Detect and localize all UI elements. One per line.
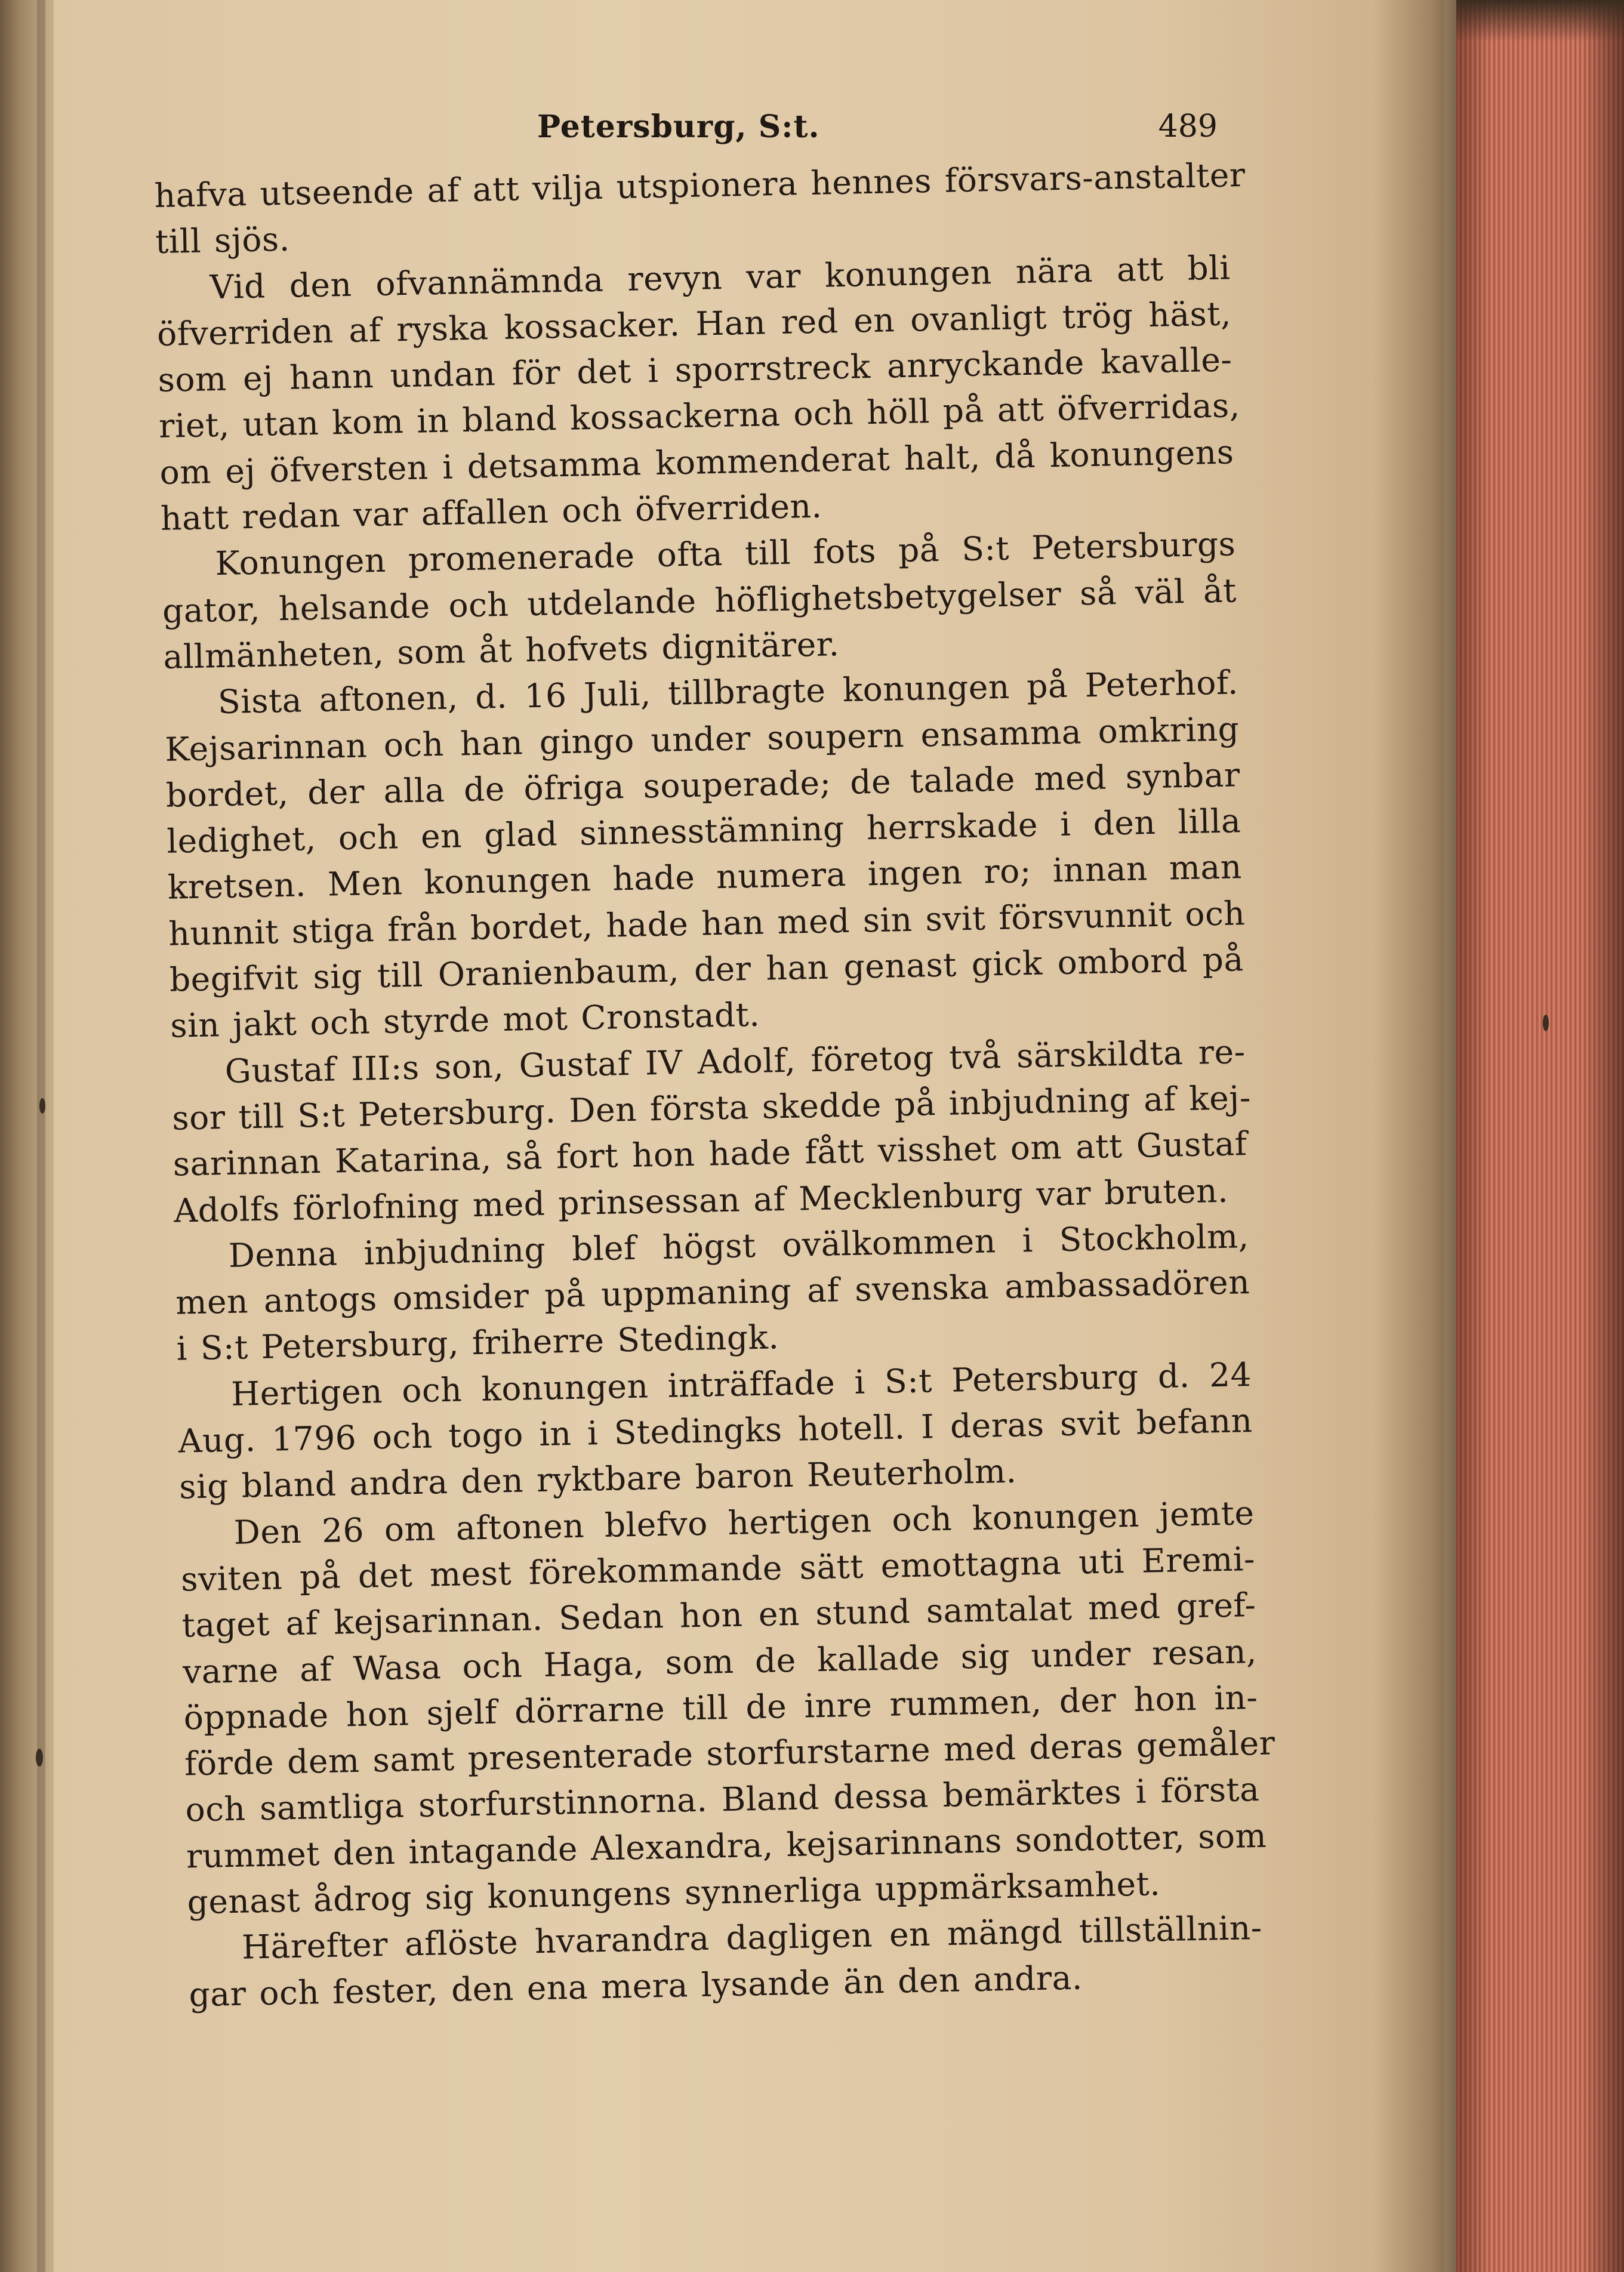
gutter-shadow — [1373, 0, 1456, 2272]
page-number: 489 — [1158, 109, 1218, 144]
text-line: taget af kejsarinnan. Sedan hon en stund samtalat med gref- — [181, 1586, 1257, 1645]
paragraph-start-line: Hertigen och konungen inträffade i S:t Petersburg d. 24 — [230, 1355, 1252, 1413]
paragraph-start-line: Konungen promenerade ofta till fots på S:t Petersburgs — [214, 525, 1236, 583]
text-line: rummet den intagande Alexandra, kejsarinnans sondotter, som — [186, 1816, 1267, 1876]
text-line: sarinnan Katarina, så fort hon hade fått visshet om att Gustaf — [172, 1124, 1248, 1183]
text-line: bordet, der alla de öfriga souperade; de talade med synbar — [165, 756, 1241, 815]
text-line: sin jakt och styrde mot Cronstadt. — [170, 995, 760, 1046]
text-line: genast ådrog sig konungens synnerliga uppmärksamhet. — [187, 1864, 1161, 1922]
ink-speck — [1543, 1015, 1549, 1031]
text-line: ledighet, och en glad sinnesstämning herrskade i den lilla — [166, 801, 1241, 861]
page-block-edges — [1456, 0, 1624, 2272]
text-line: till sjös. — [155, 220, 291, 261]
text-line: begifvit sig till Oranienbaum, der han genast gick ombord på — [169, 940, 1244, 999]
text-line: öfverriden af ryska kossacker. Han red en ovanligt trög häst, — [156, 294, 1232, 353]
ink-speck — [36, 1749, 43, 1767]
paragraph-start-line: Härefter aflöste hvarandra dagligen en mängd tillställnin- — [241, 1909, 1263, 1966]
ink-speck — [39, 1098, 45, 1114]
text-line: förde dem samt presenterade storfurstarne med deras gemåler — [184, 1724, 1276, 1783]
paragraph-start-line: Den 26 om aftonen blefvo hertigen och konungen jemte — [233, 1493, 1255, 1552]
text-line: allmänheten, som åt hofvets dignitärer. — [162, 625, 840, 676]
text-line: varne af Wasa och Haga, som de kallade sig under resan, — [182, 1632, 1258, 1691]
binding-fold — [37, 0, 45, 2272]
facing-page-edge — [0, 0, 54, 2272]
text-line: kretsen. Men konungen hade numera ingen ro; innan man — [167, 847, 1243, 907]
running-head-title: Petersburg, S:t. — [537, 109, 820, 145]
text-line: gator, helsande och utdelande höflighetsbetygelser så väl åt — [162, 571, 1237, 630]
text-line: som ej hann undan för det i sporrstreck anryckande kavalle- — [158, 340, 1232, 400]
paragraph-start-line: Sista aftonen, d. 16 Juli, tillbragte konungen på Peterhof. — [217, 663, 1239, 722]
body-text — [154, 152, 1276, 2023]
text-line: hafva utseende af att vilja utspionera hennes försvars-anstalter — [154, 155, 1246, 215]
text-line: om ej öfversten i detsamma kommenderat halt, då konungens — [159, 433, 1234, 492]
page-block-top-shadow — [1456, 0, 1624, 42]
text-line: sviten på det mest förekommande sätt emottagna uti Eremi- — [180, 1539, 1256, 1599]
running-head — [155, 109, 1218, 156]
text-line: hatt redan var affallen och öfverriden. — [160, 486, 822, 538]
text-line: och samtliga storfurstinnorna. Bland dessa bemärktes i första — [185, 1770, 1260, 1829]
text-line: hunnit stiga från bordet, hade han med sin svit försvunnit och — [168, 893, 1246, 953]
text-line: Kejsarinnan och han gingo under soupern ensamma omkring — [164, 709, 1240, 769]
text-line: Adolfs förlofning med prinsessan af Mecklenburg var bruten. — [173, 1171, 1229, 1230]
text-line: i S:t Petersburg, friherre Stedingk. — [176, 1318, 779, 1368]
text-line: sig bland andra den ryktbare baron Reuterholm. — [178, 1451, 1018, 1506]
paragraph-start-line: Vid den ofvannämnda revyn var konungen nära att bli — [209, 248, 1231, 306]
text-line: öppnade hon sjelf dörrarne till de inre rummen, der hon in- — [183, 1678, 1258, 1737]
text-line: sor till S:t Petersburg. Den första skedde på inbjudning af kej- — [171, 1078, 1252, 1137]
paragraph-start-line: Gustaf III:s son, Gustaf IV Adolf, företog två särskildta re- — [224, 1032, 1246, 1090]
text-line: riet, utan kom in bland kossackerna och höll på att öfverridas, — [158, 386, 1241, 446]
paragraph-start-line: Denna inbjudning blef högst ovälkommen i Stockholm, — [228, 1216, 1250, 1275]
text-line: men antogs omsider på uppmaning af svenska ambassadören — [175, 1263, 1250, 1322]
text-line: gar och fester, den ena mera lysande än den andra. — [188, 1958, 1083, 2014]
text-line: Aug. 1796 och togo in i Stedingks hotell. I deras svit befann — [178, 1401, 1253, 1460]
